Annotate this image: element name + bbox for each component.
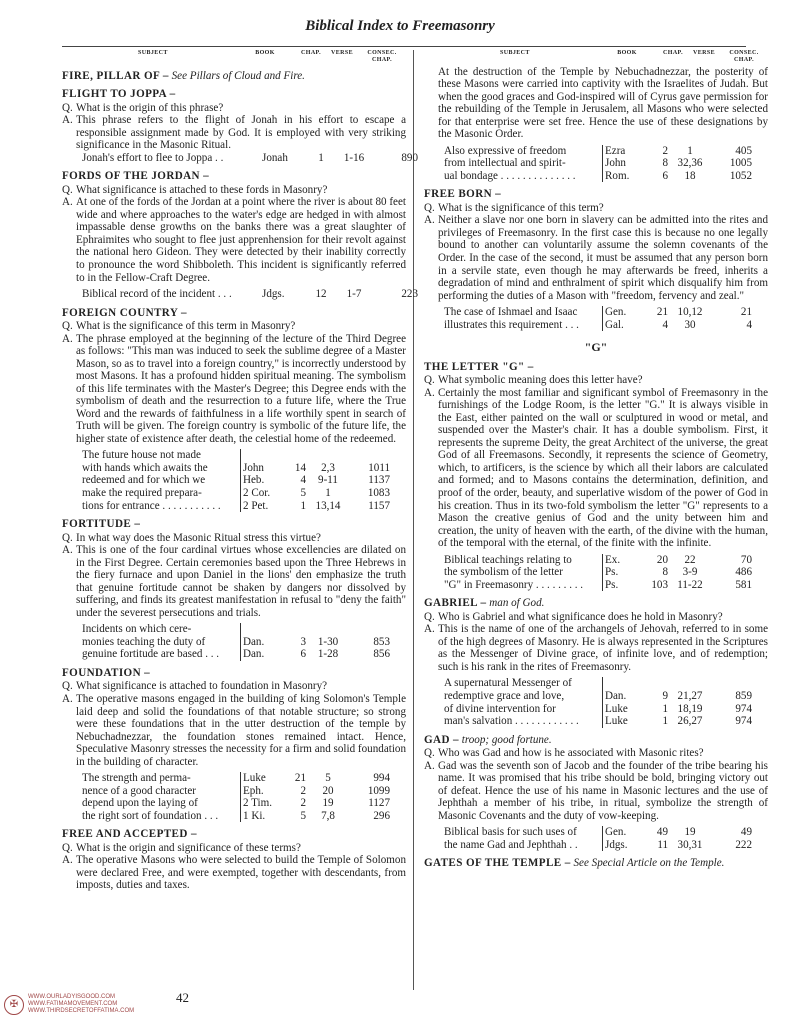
ref-table: Biblical record of the incident . . . Jdgs. 12 1-7 223 <box>82 288 418 301</box>
entry-foundation-title: FOUNDATION – <box>62 666 151 679</box>
answer: A. This is the name of one of the archangels of Jehovah, referred to in some of the high degrees of Masonry. He is always represented in the Scriptures as the Messenger of Divine grace, of infinite love, and of redemption; such is his rank in the rites of Freemasonry. <box>424 623 768 673</box>
entry-fire: FIRE, PILLAR OF – See Pillars of Cloud and Fire. <box>62 69 305 82</box>
entry-letter-g-title: THE LETTER "G" – <box>424 360 534 373</box>
answer: A. Gad was the seventh son of Jacob and the founder of the tribe bearing his name. It was promised that his tribe should be bold, bringing victory out of defeat. Hence the use of his name in Masonic lectures and the use of Jephthah a member of his tribe, in ritual, symbolize the strength of Masonic Covenants and the duty of vow-keeping. <box>424 759 768 822</box>
entry-gabriel-title: GABRIEL – man of God. <box>424 597 545 610</box>
column-header: SUBJECT BOOK CHAP. VERSE CONSEC. CHAP. <box>500 50 759 63</box>
entry-gates: GATES OF THE TEMPLE – See Special Article on the Temple. <box>424 857 725 870</box>
question: Q. What significance is attached to foundation in Masonry? <box>62 680 328 693</box>
ref-table: The case of Ishmael and Isaac illustrates this requirement . . . Gen. Gal. 21 4 10,12 30 21 4 <box>444 306 752 331</box>
answer: A. This is one of the four cardinal virtues whose excellencies are dilated on in the First Degree. Certain ceremonies based upon the Three Hebrews in the fiery furnace and upon Daniel in the lions' den emphasize the truth that genuine fortitude cannot be shaken by dangers nor dissolved by suffering, and finds its greatest manifestation in refusal to "deny the faith" under the severest persecutions and trials. <box>62 544 406 619</box>
answer: A. The operative Masons who were selected to build the Temple of Solomon were declared Free, and were exempted, together with descendants, from imposts, duties and taxes. <box>62 854 406 892</box>
question: Q. What is the significance of this term? <box>424 201 604 214</box>
column-divider <box>413 50 414 990</box>
entry-gad-title: GAD – troop; good fortune. <box>424 733 552 746</box>
ref-table: Incidents on which cere- monies teaching the duty of genuine fortitude are based . . . Dan. Dan. 3 6 1-30 1-28 853 856 <box>82 623 390 661</box>
watermark <box>4 994 134 1016</box>
page-number: 42 <box>176 990 189 1005</box>
question: Q. What significance is attached to these fords in Masonry? <box>62 183 328 196</box>
entry-free-accepted-title: FREE AND ACCEPTED – <box>62 828 197 841</box>
column-header: SUBJECT BOOK CHAP. VERSE CONSEC. CHAP. <box>138 50 397 63</box>
answer: A. The phrase employed at the beginning of the lecture of the Third Degree as follows: "This man was induced to seek the sublime degree of a Master Mason, so as to travel into a foreign country," is incorrectly understood by most Masons. It has a profound hidden spiritual meaning. The symbolism of this life terminates with the Master's Degree; this Degree ends with the symbolism of death and the resurrection to a future life, where the True Word and the rewards of faithfulness in a life worthily spent in search of Truth will be given. The foreign country is symbolic of the future life, the higher state of existence after death, the celestial home of the redeemed. <box>62 332 406 445</box>
right-column <box>424 50 768 871</box>
watermark-line[interactable]: WWW.OURLADYISGOOD.COM <box>28 994 115 1000</box>
question: Q. Who is Gabriel and what significance does he hold in Masonry? <box>424 610 723 623</box>
watermark-line[interactable]: WWW.FATIMAMOVEMENT.COM <box>28 1001 118 1008</box>
seal-icon: ✠ <box>4 995 24 1015</box>
watermark-line[interactable]: WWW.THIRDSECRETOFFATIMA.COM <box>28 1008 135 1015</box>
answer: A. This phrase refers to the flight of Jonah in his effort to escape a responsible assignment made by God. It is employed with very striking significance in the Masonic Ritual. <box>62 114 406 152</box>
ref-table: The future house not made with hands which awaits the redeemed and for which we make the required prepara- tions for entrance . . . . . . . . . . . John Heb. 2 Cor. 2 Pet. 14 4 5 1 2,3 9-11 1 13,14 1011 1137 1083 1157 <box>82 449 390 512</box>
question: Q. What symbolic meaning does this letter have? <box>424 374 643 387</box>
ref-table: The strength and perma- nence of a good character depend upon the laying of the right sort of foundation . . . Luke Eph. 2 Tim. 1 Ki. 21 2 2 5 5 20 19 7,8 994 1099 1127 296 <box>82 772 390 822</box>
question: Q. Who was Gad and how is he associated with Masonic rites? <box>424 747 704 760</box>
ref-table: Biblical teachings relating to the symbolism of the letter "G" in Freemasonry . . . . . . . . . Ex. Ps. Ps. 20 8 103 22 3-9 11-22 70 486 581 <box>444 553 752 591</box>
entry-fords-title: FORDS OF THE JORDAN – <box>62 170 210 183</box>
ref-table: Jonah's effort to flee to Joppa . . Jonah 1 1-16 890 <box>82 151 418 164</box>
entry-fortitude-title: FORTITUDE – <box>62 518 141 531</box>
answer: A. Neither a slave nor one born in slavery can be admitted into the rites and privileges of Freemasonry. In the first case this is because no one legally bound to another can voluntarily assume the solemn covenants of the Order. In the case of the second, it must be assumed that any person born in a servile state, even though he may afterwards be freed, inherits a degradation of mind and enthralment of spirit which disqualify him from performing the duties of a Mason with "freedom, fervency and zeal." <box>424 214 768 302</box>
answer: A. Certainly the most familiar and significant symbol of Freemasonry in the furnishings of the Lodge Room, is the letter "G." It is always visible in the East, either painted on the wall or sculptured in wood or metal, and suspended over the Master's chair. It has a double symbolism. First, it represents the supreme Deity, the great Architect of the universe, the great God of all Freemasons. Secondly, it represents the science of Geometry, which, to artificers, is the science by which all their labors are calculated and formed; and to Masons contains the determination, definition, and proof of the order, beauty, and superlative wisdom of the power of God in his creation. Thus in its two-fold symbolism the letter "G" represents to a Mason the creative genius of God and the unity between him and creation, the unity of heaven with the earth, of the divine with the human, of the temporal with the eternal, of the finite with the infinite. <box>424 386 768 550</box>
page-title: Biblical Index to Freemasonry <box>305 18 495 34</box>
ref-table: Biblical basis for such uses of the name Gad and Jephthah . . Gen. Jdgs. 49 11 19 30,31 49 222 <box>444 826 752 851</box>
answer-continued: At the destruction of the Temple by Nebuchadnezzar, the posterity of these Masons were carried into captivity with the Israelites of Judah. But when the good graces and God-inspired will of Cyrus gave permission for the rebuilding of the Temple in Jerusalem, all Masons who were selected for that enterprise were set free. Hence the use of these designations by the Masonic Order. <box>438 65 768 141</box>
question: Q. In what way does the Masonic Ritual stress this virtue? <box>62 531 321 544</box>
left-column <box>62 50 418 892</box>
question: Q. What is the origin and significance of these terms? <box>62 841 301 854</box>
title-rule <box>62 46 746 47</box>
entry-foreign-title: FOREIGN COUNTRY – <box>62 306 187 319</box>
entry-free-born-title: FREE BORN – <box>424 188 502 201</box>
entry-flight-title: FLIGHT TO JOPPA – <box>62 88 176 101</box>
answer: A. At one of the fords of the Jordan at a point where the river is about 80 feet wide and where approaches to the water's edge are hedged in with almost impassable dense growths on the banks there was a great slaughter of Ephraimites who sought to flee just apprenhension for their revolt against the national hero Gideon. They were detected by their inability correctly to pronounce the word Shibboleth. This incident is significantly referred to in the Fellow-Craft Degree. <box>62 196 406 284</box>
question: Q. What is the origin of this phrase? <box>62 101 224 114</box>
section-letter-heading: "G" <box>584 340 608 355</box>
question: Q. What is the significance of this term in Masonry? <box>62 320 296 333</box>
answer: A. The operative masons engaged in the building of king Solomon's Temple laid deep and solid the foundations of that notable structure; so strong were these foundations that in the utter destruction of the temple by Nebuchadnezzar, the foundation stones remained intact. Hence, Speculative Masonry stresses the necessity for a firm and solid foundation in the building of character. <box>62 692 406 768</box>
ref-table: A supernatural Messenger of redemptive grace and love, of divine intervention for man's salvation . . . . . . . . . . . . Dan. Luke Luke 9 1 1 21,27 18,19 26,27 859 974 974 <box>444 677 752 728</box>
ref-table: Also expressive of freedom from intellectual and spirit- ual bondage . . . . . . . . . . . . . . Ezra John Rom. 2 8 6 1 32,36 18 405 1005 1052 <box>444 144 752 182</box>
